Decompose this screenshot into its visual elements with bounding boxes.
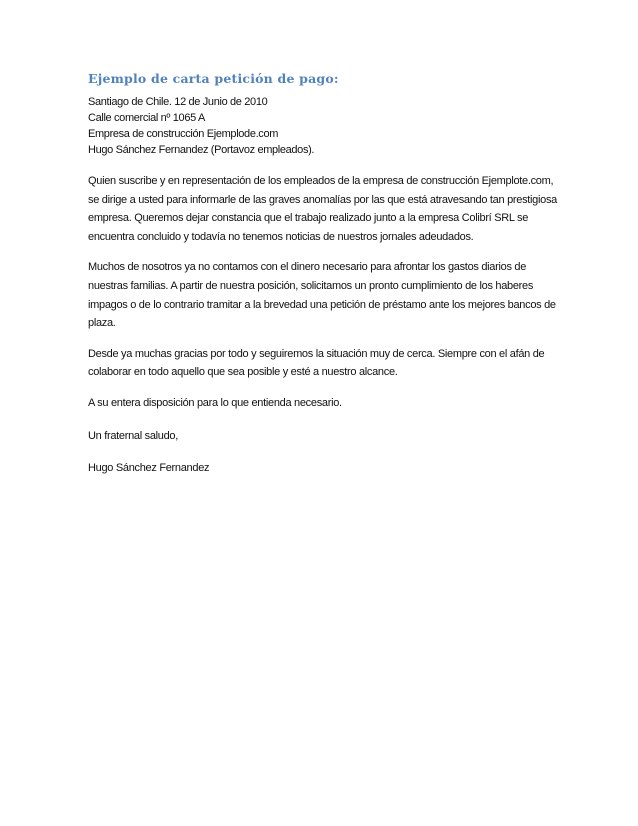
letter-date-line: Santiago de Chile. 12 de Junio de 2010 bbox=[88, 96, 268, 108]
letter-title: Ejemplo de carta petición de pago: bbox=[88, 71, 339, 86]
letter-paragraph-2: Muchos de nosotros ya no contamos con el dinero necesario para afrontar los gastos diarios de nuestras familias. A partir de nuestra posición, solicitamos un pronto cumplimiento de los haberes impagos o de lo contrario tramitar a la brevedad una petición de préstamo ante los mejores bancos de plaza. bbox=[88, 261, 556, 330]
letter-paragraph-3: Desde ya muchas gracias por todo y seguiremos la situación muy de cerca. Siempre con el afán de colaborar en todo aquello que sea posible y esté a nuestro alcance. bbox=[88, 347, 545, 379]
letter-disposition: A su entera disposición para lo que entienda necesario. bbox=[88, 396, 342, 409]
letter-signature: Hugo Sánchez Fernandez bbox=[88, 462, 210, 475]
letter-page bbox=[88, 70, 558, 492]
letter-header bbox=[88, 94, 558, 158]
letter-paragraph-1: Quien suscribe y en representación de los empleados de la empresa de construcción Ejemplote.com, se dirige a usted para informarle de las graves anomalías por las que está atravesando tan prestigiosa empresa. Queremos dejar constancia que el trabajo realizado junto a la empresa Colibrí SRL se encuentra concluido y todavía no tenemos noticias de nuestros jornales adeudados. bbox=[88, 175, 557, 243]
letter-sender-line: Hugo Sánchez Fernandez (Portavoz empleados). bbox=[88, 144, 315, 156]
letter-company-line: Empresa de construcción Ejemplode.com bbox=[88, 128, 279, 140]
letter-address-line: Calle comercial nº 1065 A bbox=[88, 112, 205, 124]
letter-salutation: Un fraternal saludo, bbox=[88, 429, 178, 442]
